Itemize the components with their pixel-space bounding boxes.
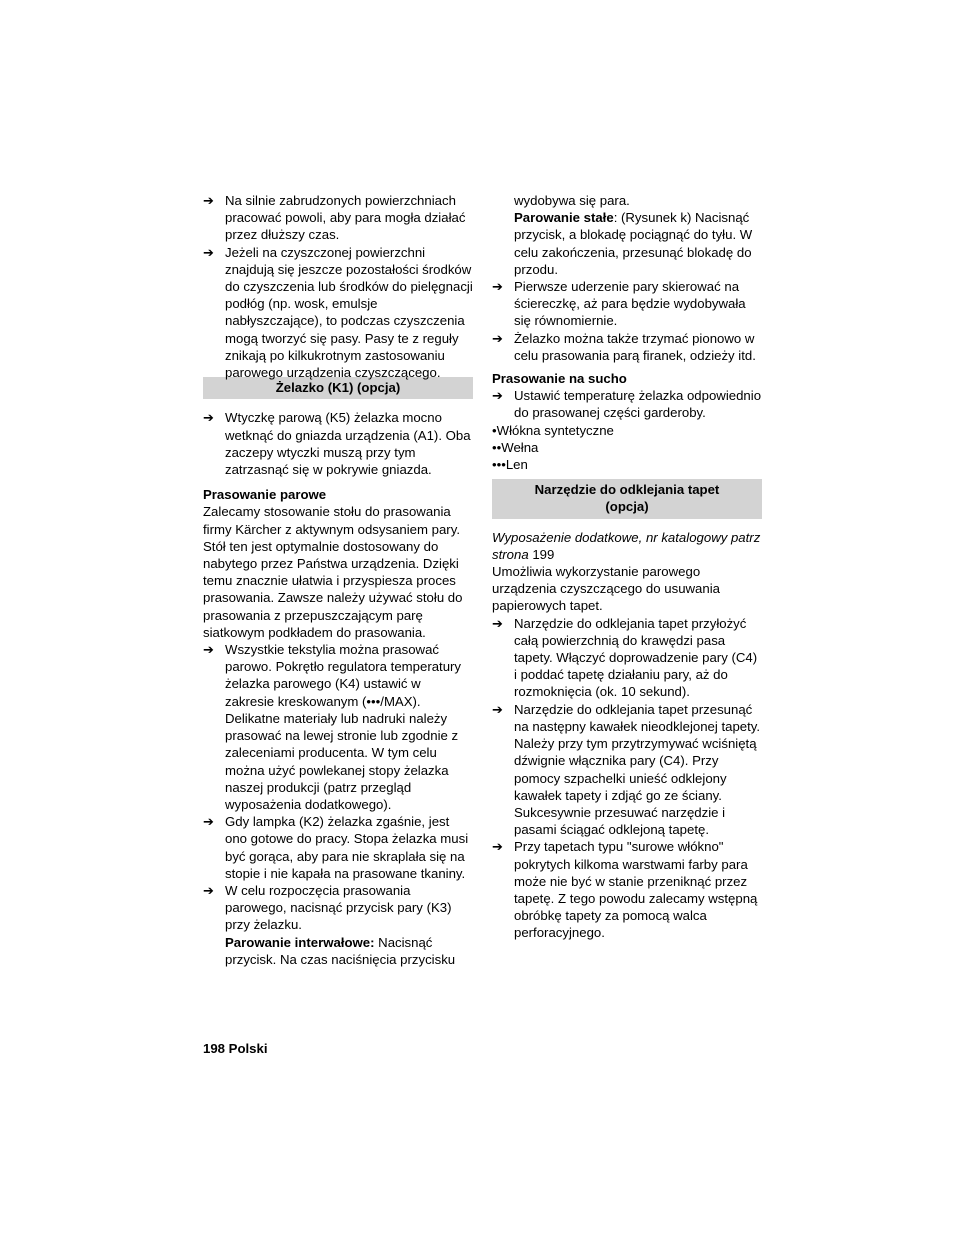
page-footer: 198 Polski: [203, 1041, 268, 1056]
subheading-steam-ironing: Prasowanie parowe: [203, 487, 327, 503]
heading-line: (opcja): [605, 499, 649, 515]
arrow-right-icon: ➔: [492, 388, 503, 404]
arrow-right-icon: ➔: [492, 330, 503, 346]
bullet-text: Przy tapetach typu "surowe włókno" pokrytych kilkoma warstwami farby para może nie być w stanie przeniknąć przez tapetę. Z tego powodu zalecamy wstępną obróbkę tapety za pomocą walca perforacyjnego.: [514, 839, 758, 941]
bullet-text: Narzędzie do odklejania tapet przyłożyć całą powierzchnią do krawędzi pasa tapety. Włączyć doprowadzenie pary (C4) i poddać tapetę działaniu pary, aż do rozmoknięcia (ok. 10 sekund).: [514, 615, 758, 700]
list-item: [203, 192, 473, 244]
accessory-note: [492, 529, 762, 563]
list-item: [203, 813, 473, 882]
continuation-block: [492, 192, 762, 278]
section-heading-wallpaper: [492, 479, 762, 518]
list-item: [203, 409, 473, 478]
bullet-text: Wszystkie tekstylia można prasować parowo. Pokrętło regulatora temperatury żelazka parowego (K4) ustawić w zakresie kreskowanym (•••/MAX). Delikatne materiały lub nadruki należy prasować na lewej stronie lub zgodnie z zaleceniami producenta. W tym celu można użyć powlekanej stopy żelazka naszej produkcji (patrz przegląd wyposażenia dodatkowego).: [225, 642, 462, 812]
bullet-text: Jeżeli na czyszczonej powierzchni znajdują się jeszcze pozostałości środków do czyszczenia lub środków do pielęgnacji podłóg (np. wosk, emulsje nabłyszczające), to podczas czyszczenia mogą tworzyć się pasy. Pasy te z reguły znikają po kilkukrotnym zastosowaniu parowego urządzenia czyszczącego.: [225, 244, 473, 381]
arrow-right-icon: ➔: [492, 279, 503, 295]
list-item: [203, 882, 473, 968]
arrow-right-icon: ➔: [492, 701, 503, 717]
bullet-text: Na silnie zabrudzonych powierzchniach pracować powoli, aby para mogła działać przez dłuższy czas.: [225, 193, 466, 243]
heading-line: Narzędzie do odklejania tapet: [534, 482, 720, 498]
arrow-right-icon: ➔: [203, 244, 214, 260]
subheading-dry-ironing: Prasowanie na sucho: [492, 371, 627, 387]
arrow-right-icon: ➔: [203, 882, 214, 898]
list-item: [492, 615, 762, 701]
list-item: [492, 701, 762, 839]
continuation-text: wydobywa się para.: [514, 193, 630, 208]
bullet-text: Gdy lampka (K2) żelazka zgaśnie, jest ono gotowe do pracy. Stopa żelazka musi być gorąca, aby para nie skraplała się na stopie i nie kapała na prasowane tkaniny.: [225, 814, 469, 881]
fabric-wool: ••Wełna: [492, 439, 539, 455]
paragraph: Zalecamy stosowanie stołu do prasowania firmy Kärcher z aktywnym odsysaniem pary. Stół ten jest optymalnie dostosowany do nabytego przez Państwa urządzenia. Dzięki temu znacznie ułatwia i przyspiesza proces prasowania. Zawsze należy używać stołu do prasowania z przepuszczającym parę siatkowym podkładem do prasowania.: [203, 504, 463, 640]
constant-steam-text: : (Rysunek k) Nacisnąć przycisk, a blokadę pociągnąć do tyłu. W celu zakończenia, przesunąć blokadę do przodu.: [514, 210, 753, 277]
interval-steam-label: Parowanie interwałowe:: [225, 934, 375, 950]
arrow-right-icon: ➔: [203, 410, 214, 426]
bullet-text: Wtyczkę parową (K5) żelazka mocno wetknąć do gniazda urządzenia (A1). Oba zaczepy wtyczki muszą przy tym zatrzasnąć się w pokrywie gniazda.: [225, 410, 471, 478]
fabric-linen: •••Len: [492, 457, 528, 473]
list-item: [492, 838, 762, 941]
bullet-text: Pierwsze uderzenie pary skierować na ściereczkę, aż para będzie wydobywała się równomiernie.: [514, 279, 746, 329]
bullet-text: Żelazko można także trzymać pionowo w celu prasowania parą firanek, odzieży itd.: [514, 330, 756, 363]
section-heading-iron: Żelazko (K1) (opcja): [203, 377, 473, 399]
accessory-page: 199: [528, 546, 555, 562]
right-column: [492, 192, 762, 942]
list-item: [203, 244, 473, 382]
paragraph: Umożliwia wykorzystanie parowego urządzenia czyszczącego do usuwania papierowych tapet.: [492, 564, 720, 614]
fabric-synthetic: •Włókna syntetyczne: [492, 422, 614, 438]
bullet-text: Ustawić temperaturę żelazka odpowiednio do prasowanej części garderoby.: [514, 388, 762, 421]
list-item: [492, 387, 762, 421]
arrow-right-icon: ➔: [203, 814, 214, 830]
list-item: [203, 641, 473, 813]
list-item: [492, 330, 762, 364]
accessory-note-italic: Wyposażenie dodatkowe, nr katalogowy patrz strona: [492, 529, 761, 562]
arrow-right-icon: ➔: [203, 193, 214, 208]
arrow-right-icon: ➔: [492, 615, 503, 631]
list-item: [492, 278, 762, 330]
arrow-right-icon: ➔: [203, 642, 214, 658]
constant-steam-label: Parowanie stałe: [514, 210, 614, 226]
bullet-text: W celu rozpoczęcia prasowania parowego, nacisnąć przycisk pary (K3) przy żelazku.: [225, 882, 452, 933]
bullet-text: Narzędzie do odklejania tapet przesunąć na następny kawałek nieodklejonej tapety. Należy przy tym przytrzymywać wciśniętą dźwignie włącznika pary (C4). Przy pomocy szpachelki unieść odklejony kawałek tapety i zdjąć go ze ściany. Sukcesywnie przesuwać narzędzie i pasami ściągać odklejoną tapetę.: [514, 701, 761, 838]
arrow-right-icon: ➔: [492, 839, 503, 855]
interval-steam-text: Nacisnąć przycisk. Na czas naciśnięcia przycisku: [225, 934, 456, 967]
left-column: [203, 192, 473, 968]
